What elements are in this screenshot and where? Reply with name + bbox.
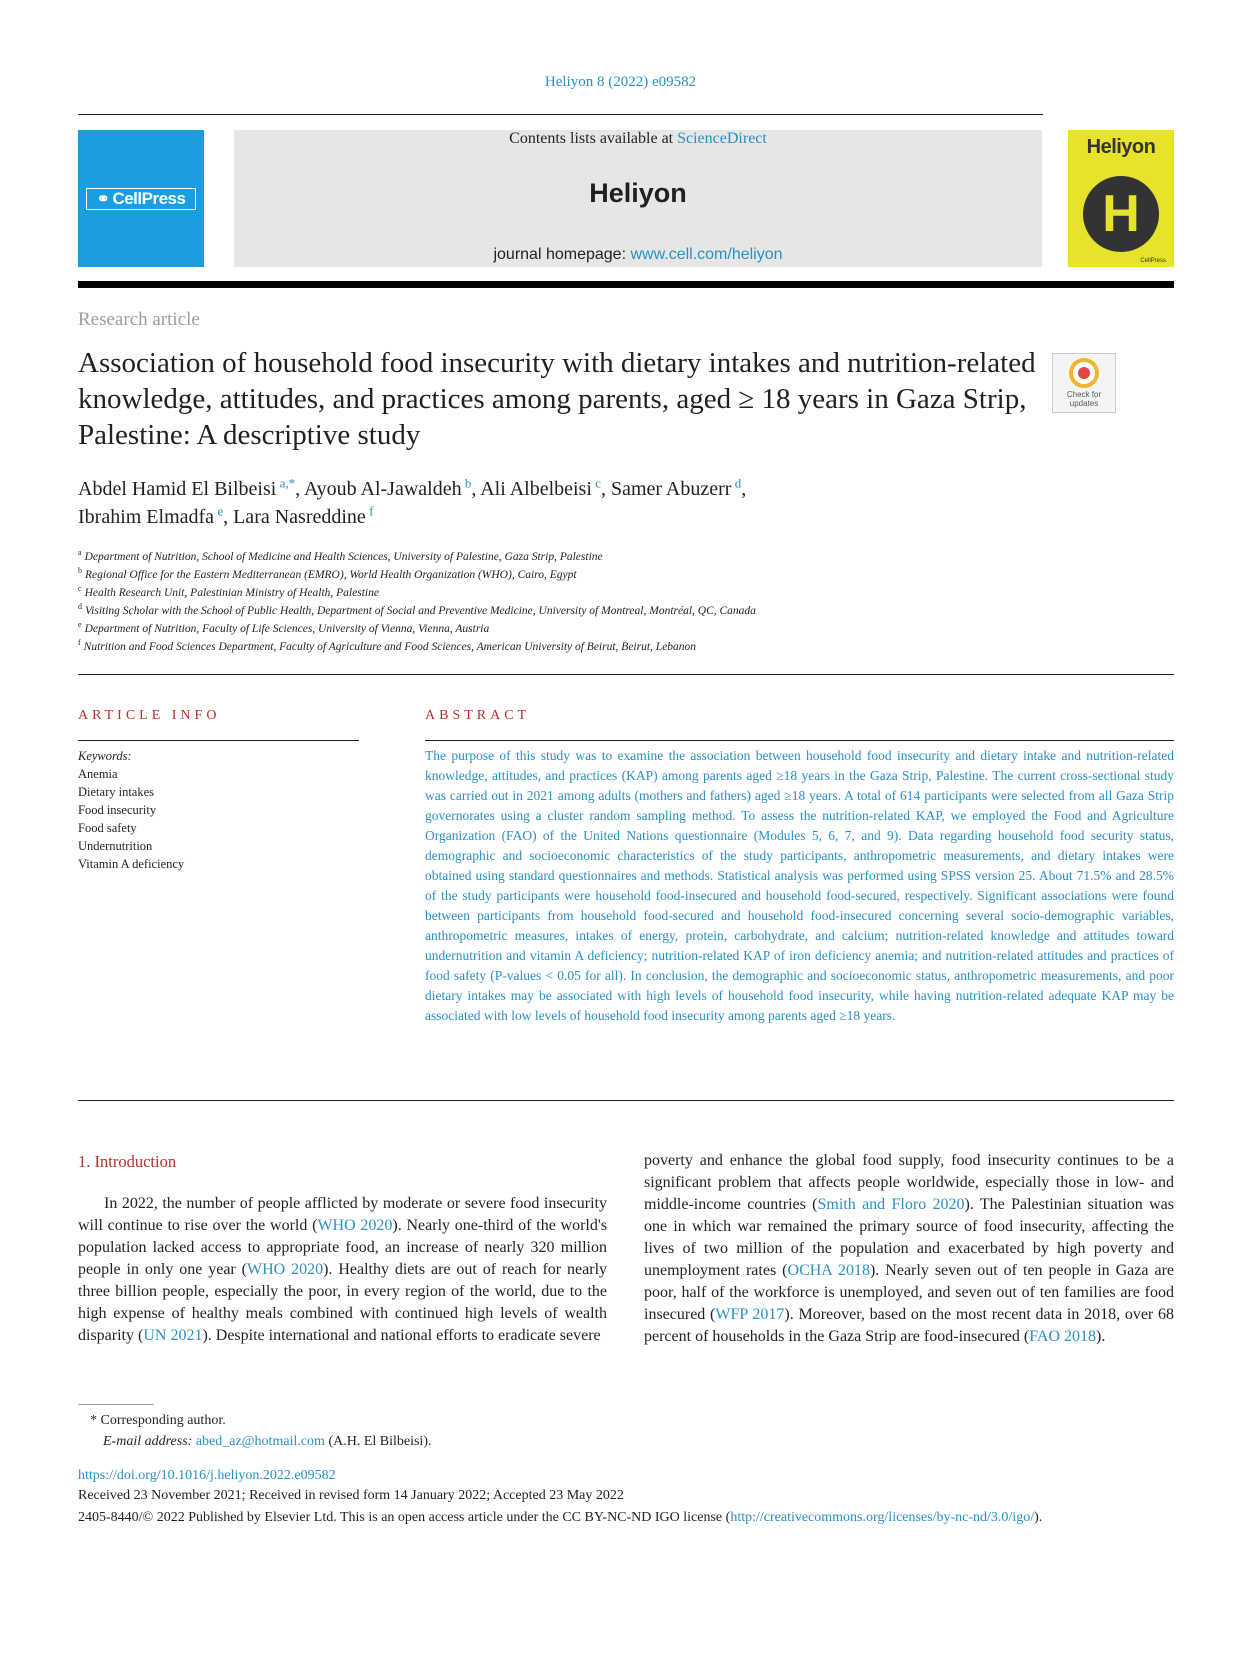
contents-prefix: Contents lists available at — [509, 130, 674, 147]
keyword-item: Undernutrition — [78, 839, 153, 853]
article-info-heading: ARTICLE INFO — [78, 708, 221, 723]
keywords-label: Keywords: — [78, 749, 132, 763]
article-title: Association of household food insecurity with dietary intakes and nutrition-related knowledge, attitudes, and practices among parents, aged ≥ 18 years in Gaza Strip, Palestine: A descriptive study — [78, 347, 1036, 451]
abstract-heading: ABSTRACT — [425, 708, 531, 723]
affiliation-item: $^f$ Nutrition and Food Sciences Department, Faculty of Agriculture and Food Sciences, American University of Beirut, Beirut, Lebanon — [78, 638, 697, 653]
introduction-column-1: In 2022, the number of people afflicted by moderate or severe food insecurity will continue to rise over the world (WHO 2020). Nearly one-third of the world's population lacked access to appropriate food, an increase of nearly 320 million people in only one year (WHO 2020). Healthy diets are out of reach for nearly three billion people, especially the poor, in every region of the world, due to the high expense of healthy meals combined with continued high levels of wealth disparity (UN 2021). Despite international and national efforts to eradicate severe — [78, 1195, 608, 1344]
cellpress-link-icon: ⚭ — [96, 191, 110, 208]
cover-h-icon: H — [1083, 176, 1159, 252]
footnote-rule — [78, 1404, 154, 1405]
homepage-line — [234, 246, 1042, 264]
running-head[interactable]: Heliyon 8 (2022) e09582 — [544, 74, 697, 90]
citation-link[interactable]: OCHA 2018 — [787, 1262, 870, 1279]
license-text: 2405-8440/© 2022 Published by Elsevier Ltd. This is an open access article under the CC BY-NC-ND IGO license ( — [78, 1510, 731, 1525]
affiliation-item: $^e$ Department of Nutrition, Faculty of Life Sciences, University of Vienna, Vienna, Austria — [78, 620, 490, 635]
abstract-bottom-rule — [78, 1100, 1174, 1101]
journal-cover[interactable] — [1068, 130, 1174, 267]
homepage-prefix: journal homepage: — [493, 246, 627, 263]
citation-link[interactable]: FAO 2018 — [1029, 1328, 1097, 1345]
author-affiliation-ref[interactable]: e — [214, 503, 224, 519]
license-link[interactable]: http://creativecommons.org/licenses/by-nc-nd/3.0/igo/ — [730, 1510, 1035, 1525]
author-list: Abdel Hamid El Bilbeisi $^{a,*}$, Ayoub Al-Jawaldeh $^b$, Ali Albelbeisi $^c$, Samer Abuzerr $^d$, Ibrahim Elmadfa $^e$, Lara Nasreddine $^f$ — [78, 475, 747, 528]
email-label: E-mail address: — [103, 1434, 193, 1449]
citation-link[interactable]: WFP 2017 — [715, 1306, 785, 1323]
affiliation-list — [78, 548, 1128, 656]
license-line — [78, 1508, 1174, 1528]
affiliation-item: $^d$ Visiting Scholar with the School of Public Health, Department of Social and Preventive Medicine, University of Montreal, Montréal, QC, Canada — [78, 602, 756, 617]
keyword-item: Anemia — [78, 767, 118, 781]
cellpress-logo-box[interactable] — [78, 130, 204, 267]
corresponding-author-footnote — [90, 1410, 431, 1452]
author-name: Samer Abuzerr — [610, 478, 732, 500]
author-name: Abdel Hamid El Bilbeisi — [78, 478, 277, 500]
contents-line — [234, 130, 1042, 148]
journal-banner — [234, 130, 1042, 267]
introduction-column-2: poverty and enhance the global food supply, food insecurity continues to be a significant problem that affects people worldwide, especially those in low- and middle-income countries (Smith and Floro 2020). The Palestinian situation was one in which war remained the primary source of food insecurity, affecting the lives of two million of the population and exacerbated by high poverty and unemployment rates (OCHA 2018). Nearly seven out of ten people in Gaza are poor, half of the workforce is unemployed, and seven out of ten families are food insecured (WFP 2017). Moreover, based on the most recent data in 2018, over 68 percent of households in the Gaza Strip are food-insecured (FAO 2018). — [644, 1152, 1175, 1345]
cellpress-logo — [86, 188, 196, 210]
keyword-item: Dietary intakes — [78, 785, 155, 799]
author-name: Ayoub Al-Jawaldeh — [304, 478, 462, 500]
cellpress-logo-text: CellPress — [112, 189, 186, 208]
cover-title: Heliyon — [1086, 136, 1156, 158]
author-affiliation-ref[interactable]: f — [365, 503, 374, 519]
citation-link[interactable]: Smith and Floro 2020 — [817, 1196, 965, 1213]
affiliation-item: $^b$ Regional Office for the Eastern Mediterranean (EMRO), World Health Organization (WHO), Cairo, Egypt — [78, 566, 577, 581]
sciencedirect-link[interactable]: ScienceDirect — [677, 130, 767, 147]
email-link[interactable]: abed_az@hotmail.com — [195, 1434, 325, 1449]
cover-footer: CellPress — [1140, 258, 1166, 264]
citation-link[interactable]: UN 2021 — [143, 1327, 203, 1344]
author-name: Ibrahim Elmadfa — [78, 506, 215, 528]
keyword-item: Food insecurity — [78, 803, 157, 817]
author-name: Ali Albelbeisi — [480, 478, 592, 500]
crossmark-label: Check for updates — [1066, 390, 1102, 408]
affiliation-item: $^c$ Health Research Unit, Palestinian Ministry of Health, Palestine — [78, 584, 379, 599]
keyword-item: Vitamin A deficiency — [78, 857, 185, 871]
citation-link[interactable]: WHO 2020 — [246, 1261, 324, 1278]
abstract-text: The purpose of this study was to examine the association between household food insecurity and dietary intake and nutrition-related knowledge, attitudes, and practices (KAP) among parents aged ≥18 years in the Gaza Strip, Palestine. The current cross-sectional study was carried out in 2021 among adults (mothers and fathers) aged ≥18 years. A total of 614 participants were selected from all Gaza Strip governorates using a cluster random sampling method. To assess the nutrition-related KAP, we employed the Food and Agriculture Organization (FAO) of the United Nations questionnaire (Modules 5, 6, 7, and 9). Data regarding household food security status, demographic and socioeconomic characteristics of the study participants, anthropometric measurements, and dietary intakes were obtained using standard questionnaires and methods. Statistical analysis was performed using SPSS version 25. About 71.5% and 28.5% of the study participants were household food-insecured and household food-secured, respectively. Significant associations were found between participants from household food-secured and household food-insecured concerning several socio-demographic variables, anthropometric measures, intakes of energy, protein, carbohydrate, and calcium; nutrition-related knowledge and attitudes toward undernutrition and vitamin A deficiency; nutrition-related KAP of iron deficiency anemia; and nutrition-related attitudes and practices of food safety (P-values < 0.05 for all). In conclusion, the demographic and socioeconomic status, anthropometric measurements, and poor dietary intakes may be associated with high levels of household food insecurity, while having nutrition-related adequate KAP may be associated with low levels of household food insecurity among parents aged ≥18 years. — [425, 748, 1174, 1023]
author-name: Lara Nasreddine — [233, 506, 366, 528]
homepage-link[interactable]: www.cell.com/heliyon — [630, 246, 783, 263]
introduction-heading: 1. Introduction — [78, 1152, 177, 1171]
affiliation-item: $^a$ Department of Nutrition, School of Medicine and Health Sciences, University of Palestine, Gaza Strip, Palestine — [78, 548, 603, 563]
doi-link[interactable]: https://doi.org/10.1016/j.heliyon.2022.e09582 — [78, 1468, 336, 1483]
author-affiliation-ref[interactable]: d — [731, 475, 742, 491]
received-dates: Received 23 November 2021; Received in revised form 14 January 2022; Accepted 23 May 2022 — [78, 1488, 624, 1503]
keywords-list — [78, 747, 359, 873]
crossmark-icon — [1069, 358, 1099, 388]
corresponding-label: Corresponding author. — [100, 1413, 226, 1428]
article-type: Research article — [78, 309, 200, 330]
keyword-item: Food safety — [78, 821, 137, 835]
header-thick-rule — [78, 281, 1174, 288]
author-affiliation-ref[interactable]: c — [591, 475, 601, 491]
check-for-updates-badge[interactable] — [1052, 353, 1116, 413]
journal-name: Heliyon — [589, 178, 687, 208]
top-rule — [78, 114, 1043, 115]
footnote-marker: * — [90, 1413, 97, 1428]
license-end: ). — [1034, 1510, 1043, 1525]
abstract-rule — [425, 740, 1174, 741]
citation-link[interactable]: WHO 2020 — [317, 1217, 393, 1234]
article-info-rule — [78, 740, 359, 741]
email-owner: (A.H. El Bilbeisi). — [328, 1434, 432, 1449]
affiliation-rule — [78, 674, 1174, 675]
author-affiliation-ref[interactable]: a,* — [276, 475, 296, 491]
author-affiliation-ref[interactable]: b — [461, 475, 472, 491]
